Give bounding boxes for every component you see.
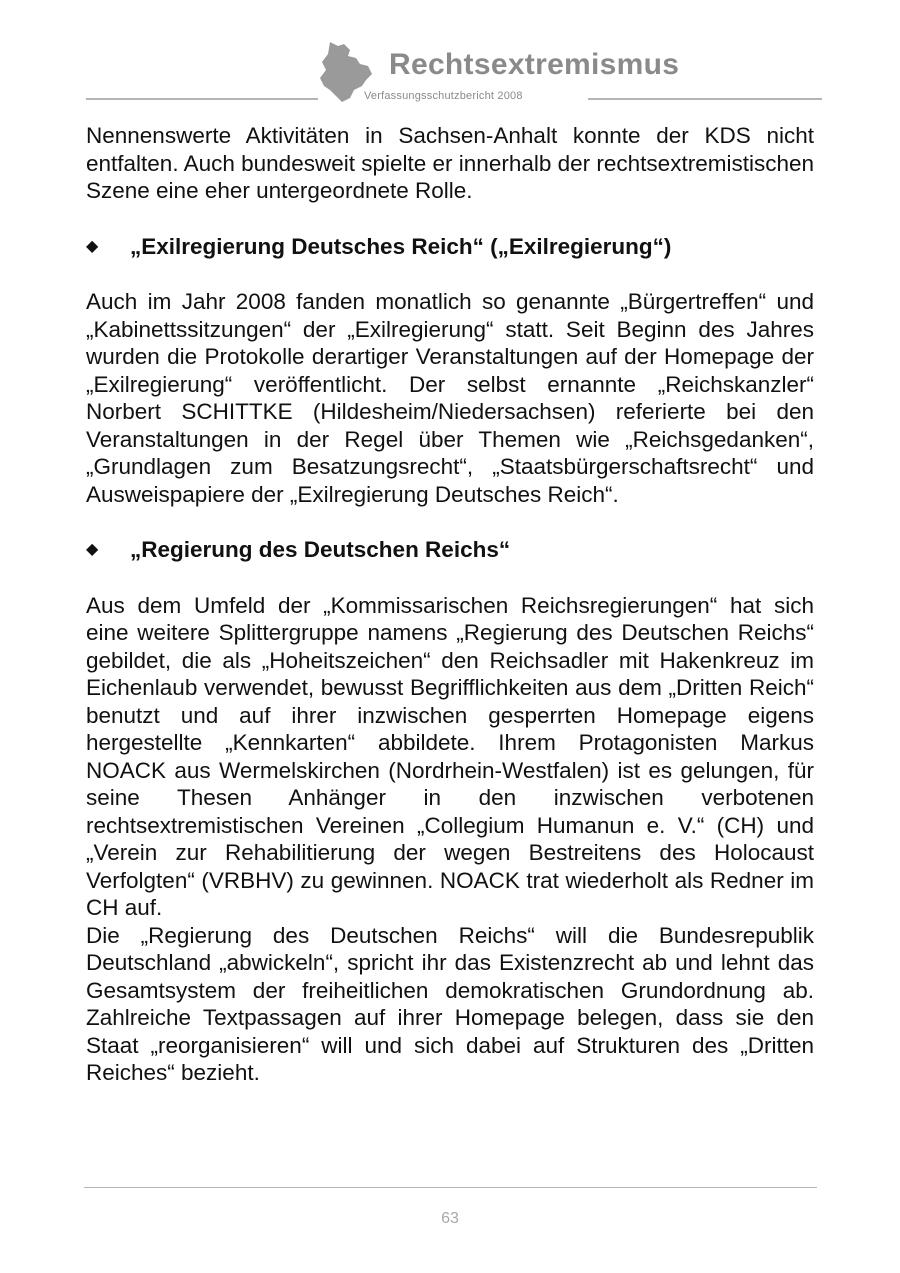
section-heading-text: „Exilregierung Deutsches Reich“ („Exilregierung“) (130, 233, 672, 259)
header-rule-left (86, 98, 318, 100)
footer-rule (84, 1187, 817, 1188)
section-heading-text: „Regierung des Deutschen Reichs“ (130, 537, 511, 562)
section-paragraph: Die „Regierung des Deutschen Reichs“ will die Bundesrepublik Deutschland „abwickeln“, spricht ihr das Existenzrecht ab und lehnt das Gesamtsystem der freiheitlichen demokratischen Grundordnung ab. Zahlreiche Textpassagen auf ihrer Homepage belegen, dass sie den Staat „reorganisieren“ will und sich dabei auf Strukturen des „Dritten Reiches“ bezieht. (86, 922, 814, 1085)
page-header (0, 0, 900, 110)
header-rule-right (588, 98, 822, 100)
page-number: 63 (441, 1210, 459, 1227)
section-heading-regierung (86, 536, 814, 564)
header-title: Rechtsextremismus (389, 48, 680, 81)
diamond-bullet-icon: ◆ (86, 237, 99, 255)
section-heading-exilregierung (86, 233, 814, 261)
header-subtitle: Verfassungsschutzbericht 2008 (364, 90, 523, 102)
intro-paragraph: Nennenswerte Aktivitäten in Sachsen-Anhalt konnte der KDS nicht entfalten. Auch bundesweit spielte er innerhalb der rechtsextremistischen Szene eine eher untergeordnete Rolle. (86, 123, 814, 203)
diamond-bullet-icon: ◆ (86, 541, 99, 558)
section-paragraph: Auch im Jahr 2008 fanden monatlich so genannte „Bürgertreffen“ und „Kabinettssitzungen“ der „Exilregierung“ statt. Seit Beginn des Jahres wurden die Protokolle derartiger Veranstaltungen auf der Homepage der „Exilregierung“ veröffentlicht. Der selbst ernannte „Reichskanzler“ Norbert SCHITTKE (Hildesheim/Niedersachsen) referierte bei den Veranstaltungen in der Regel über Themen wie „Reichsgedanken“, „Grundlagen zum Besatzungsrecht“, „Staatsbürgerschaftsrecht“ und Ausweispapiere der „Exilregierung Deutsches Reich“. (86, 289, 814, 507)
section-paragraph: Aus dem Umfeld der „Kommissarischen Reichsregierungen“ hat sich eine weitere Splittergruppe namens „Regierung des Deutschen Reichs“ gebildet, die als „Hoheitszeichen“ den Reichsadler mit Hakenkreuz im Eichenlaub verwendet, bewusst Begrifflichkeiten aus dem „Dritten Reich“ benutzt und auf ihrer inzwischen gesperrten Homepage eigens hergestellte „Kennkarten“ abbildete. Ihrem Protagonisten Markus NOACK aus Wermelskirchen (Nordrhein-Westfalen) ist es gelungen, für seine Thesen Anhänger in den inzwischen verbotenen rechtsextremistischen Vereinen „Collegium Humanun e. V.“ (CH) und „Verein zur Rehabilitierung der wegen Bestreitens des Holocaust Verfolgten“ (VRBHV) zu gewinnen. NOACK trat wiederholt als Redner im CH auf. (86, 592, 814, 920)
main-content (86, 122, 814, 1087)
